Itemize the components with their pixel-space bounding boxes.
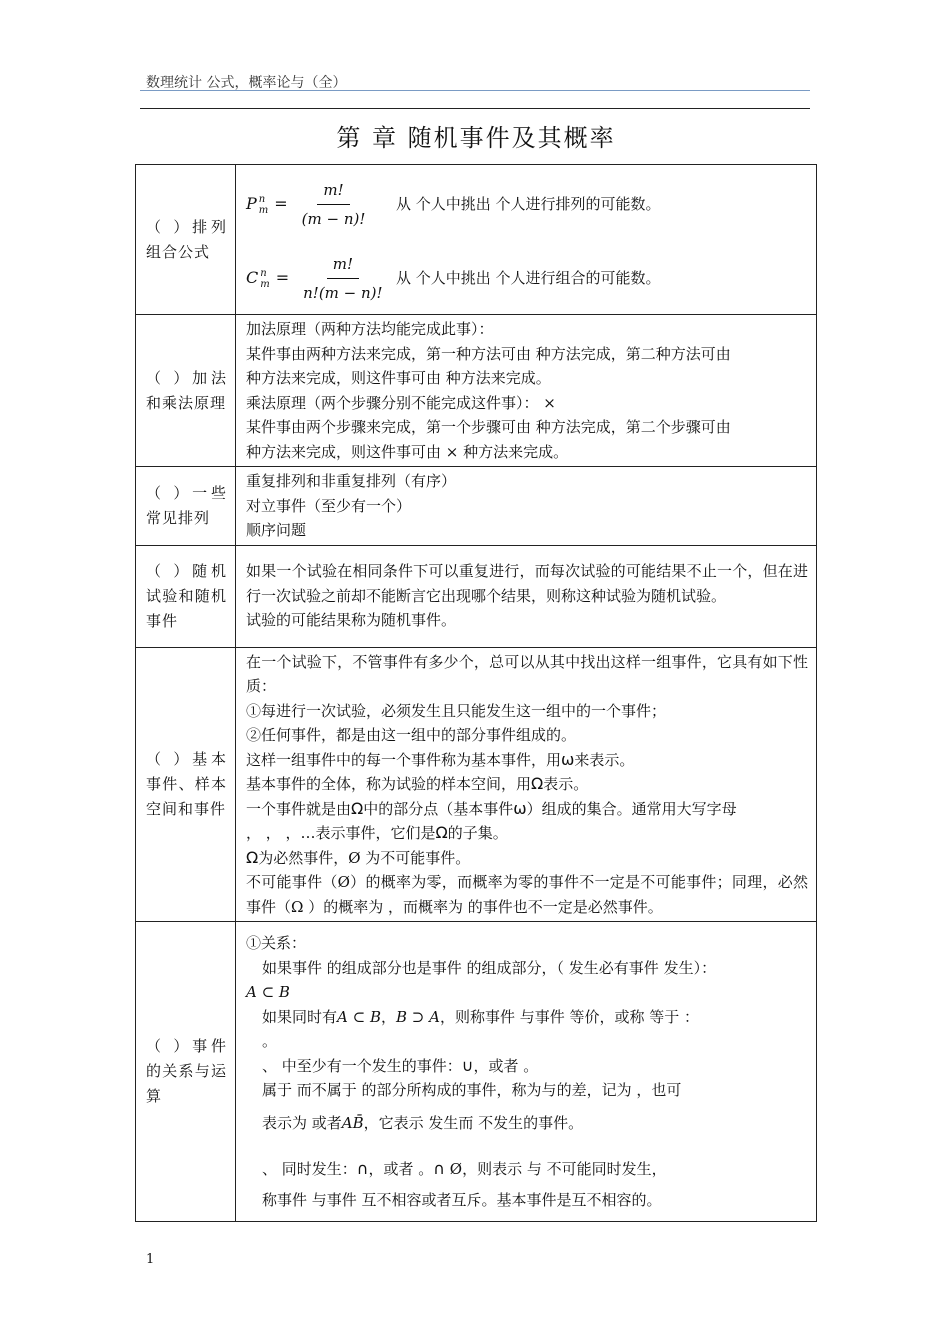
perm-indices [259,194,268,216]
comb-description: 从 个人中挑出 个人进行组合的可能数。 [396,269,661,288]
subset-expression: A ⊂ B [246,983,290,1001]
text-line: ①关系： [246,934,307,952]
text-fragment: ，则称事件 与事件 等价，或称 等于 ： [439,1007,700,1026]
text-fragment: ，或者 。 [368,1160,434,1178]
section-label: （ ）排列组合公式 [136,165,236,315]
text-line [246,797,808,822]
perm-numerator: m! [317,178,349,206]
superset-expression: B ⊃ A [396,1007,440,1026]
text-fragment: 表示为 或者 [262,1113,342,1132]
chapter-title: 第 章 随机事件及其概率 [336,124,616,152]
text-fragment: 属于 而不属于 的部分所构成的事件，称为 [262,1081,542,1099]
text-fragment: 、 中至少有一个发生的事件： [262,1056,462,1075]
page-number: 1 [146,1252,155,1267]
comb-sup: n [260,267,267,279]
text-line [246,1157,808,1182]
text-fragment: 来表示。 [574,750,635,769]
text-fragment: ）组成的集合。通常用大写字母 [526,799,737,818]
omega-symbol: Ω [435,823,448,842]
table-row [136,545,817,647]
text-line [246,772,808,797]
table-row [136,647,817,922]
section-label: （ ）随机试验和随机事件 [136,545,236,647]
text-line: 乘法原理（两个步骤分别不能完成这件事）： × [246,393,556,412]
title-rule [140,108,810,109]
comb-denominator: n!(m − n)! [303,284,383,302]
text-fragment: ， ， ，…表示事件，它们是 [246,824,436,842]
section-content [236,165,817,315]
text-line: 试验的可能结果称为随机事件。 [246,611,457,630]
omega-symbol: Ω [246,847,259,867]
perm-description: 从 个人中挑出 个人进行排列的可能数。 [396,195,661,214]
text-line: 重复排列和非重复排列（有序） [246,472,457,490]
permutation-formula-row [246,181,808,229]
omega-small-symbol: ω [561,749,575,769]
text-fragment: 中的部分点（基本事件 [363,799,514,818]
section-label: （ ）加法和乘法原理 [136,315,236,467]
text-fragment: 这样一组事件中的每一个事件称为基本事件，用 [246,750,562,769]
text-line: 对立事件（至少有一个） [246,496,412,515]
text-fragment: 的子集。 [447,824,508,842]
text-fragment: 为必然事件，Ø 为不可能事件。 [258,848,471,867]
text-fragment: ，它表示 发生而 不发生的事件。 [363,1113,584,1132]
section-content [236,647,817,922]
subset-expression: A ⊂ B [337,1007,381,1026]
text-line: 顺序问题 [246,521,307,539]
perm-denominator: (m − n)! [301,210,366,228]
comb-symbol: C [246,268,259,288]
text-line [246,1078,808,1103]
comb-sub: m [260,278,270,290]
text-line: 加法原理（两种方法均能完成此事）： [246,320,494,338]
text-paragraph: 不可能事件（Ø）的概率为零，而概率为零的事件不一定是不可能事件；同理，必然事件（Ω ）的概率为 ，而概率为 的事件也不一定是必然事件。 [246,873,808,916]
table-row [136,315,817,467]
section-content [236,922,817,1222]
formula-table [135,164,817,1222]
text-line: 种方法来完成，则这件事可由 × 种方法来完成。 [246,442,569,461]
table-row [136,165,817,315]
text-fragment: 与 [541,1081,557,1099]
intersection-symbol: ∩ [356,1159,369,1178]
text-line: 如果事件 的组成部分也是事件 的组成部分，（ 发生必有事件 发生）： [262,958,717,977]
table-row [136,467,817,546]
text-fragment: 一个事件就是由 [246,799,352,818]
section-content [236,315,817,467]
text-line: 。 [262,1032,278,1050]
difference-expression: AB̄ [341,1113,364,1132]
text-paragraph: 在一个试验下，不管事件有多少个，总可以从其中找出这样一组事件，它具有如下性质： [246,652,808,695]
comb-numerator: m! [327,252,359,280]
text-line: 如果同时有A ⊂ B，B ⊃ A，则称事件 与事件 等价，或称 等于 ： [262,1007,700,1026]
text-fragment: 、 同时发生： [262,1160,357,1178]
perm-sup: n [258,193,266,205]
text-fragment: Ø，则表示 与 不可能同时发生， [445,1160,667,1178]
text-line: 某件事由两个步骤来完成，第一个步骤可由 种方法完成，第二个步骤可由 [246,418,731,436]
intersection-symbol: ∩ [433,1159,445,1178]
header-rule [140,90,810,91]
section-content [236,467,817,546]
table-row [136,922,817,1222]
text-line [246,1054,808,1079]
text-fragment: 如果同时有 [262,1007,338,1026]
page-header: 数理统计 公式，概率论与（全） [146,75,347,91]
text-line: ②任何事件，都是由这一组中的部分事件组成的。 [246,726,577,744]
text-fragment: 基本事件的全体，称为试验的样本空间，用 [246,775,532,793]
text-line [246,846,808,871]
equals-sign: = [275,268,290,288]
text-fragment: 表示。 [543,775,589,793]
section-label: （ ）一些常见排列 [136,467,236,546]
section-content [236,545,817,647]
omega-symbol: Ω [531,774,544,793]
omega-symbol: Ω [351,798,364,818]
section-label: （ ）基本事件、样本空间和事件 [136,647,236,922]
text-line: 称事件 与事件 互不相容或者互斥。基本事件是互不相容的。 [262,1190,662,1209]
perm-fraction [296,178,372,232]
permutation-formula [246,178,396,232]
text-line: 种方法来完成，则这件事可由 种方法来完成。 [246,369,551,387]
text-line: 某件事由两种方法来完成，第一种方法可由 种方法完成，第二种方法可由 [246,344,731,363]
text-fragment: 的差，记为 ，也可 [556,1081,682,1099]
perm-sub: m [258,204,269,216]
text-paragraph: 如果一个试验在相同条件下可以重复进行，而每次试验的可能结果不止一个，但在进行一次试验之前却不能断言它出现哪个结果，则称这种试验为随机试验。 [246,562,808,605]
combination-formula [246,252,396,306]
comb-indices [260,268,269,290]
text-fragment: ，或者 。 [473,1056,539,1075]
combination-formula-row [246,255,808,303]
text-line [246,748,808,773]
comb-fraction [297,252,388,306]
text-line [246,821,808,846]
text-line [246,1111,808,1136]
section-label: （ ）事件的关系与运算 [136,922,236,1222]
union-symbol: ∪ [461,1055,474,1075]
text-line: ①每进行一次试验，必须发生且只能发生这一组中的一个事件； [246,701,667,720]
perm-symbol: P [246,194,257,214]
omega-small-symbol: ω [513,798,527,818]
equals-sign: = [274,194,288,214]
